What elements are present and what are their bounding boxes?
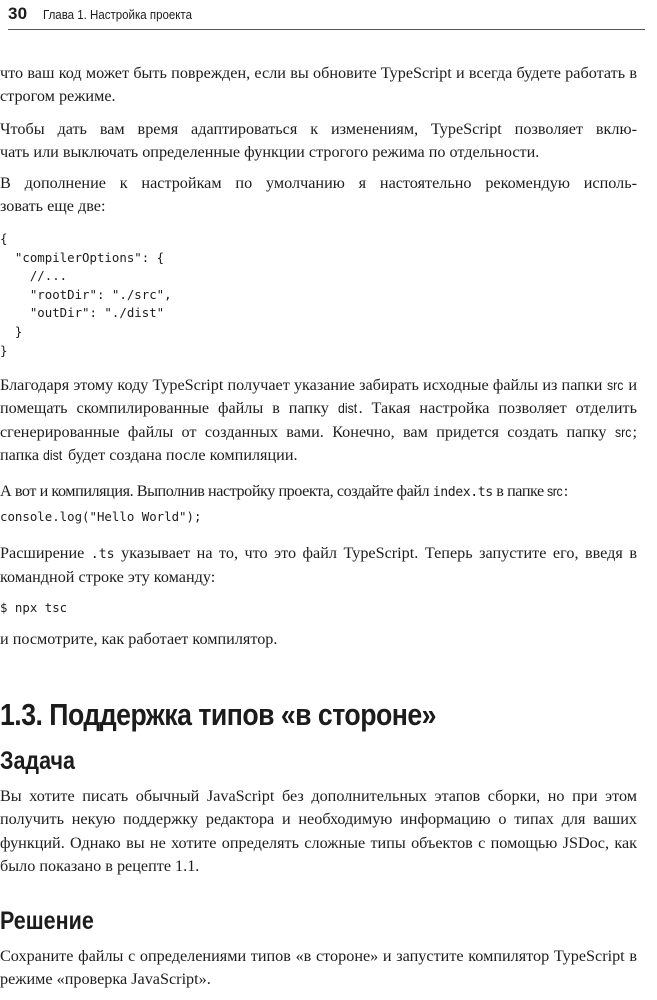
folder-name: src <box>606 377 623 393</box>
code-block-tsconfig: { "compilerOptions": { //... "rootDir": "./src", "outDir": "./dist" } } <box>0 231 172 358</box>
chapter-title: Глава 1. Настройка проекта <box>43 8 193 22</box>
text-run: : <box>563 482 568 500</box>
inline-code-extension: .ts <box>90 547 115 562</box>
text-run: А вот и компиляция. Выполнив настройку проекта, создайте файл <box>0 482 433 500</box>
paragraph-continuation: что ваш код может быть поврежден, если вы обновите TypeScript и всегда будете работать в строгом режиме. <box>0 64 637 106</box>
task-heading: Задача <box>0 747 75 775</box>
text-run: и помещать скомпилированные файлы в папку <box>0 376 638 418</box>
solution-heading: Решение <box>0 907 94 935</box>
paragraph-line: В дополнение к настройкам по умолчанию я настоятельно рекомендую исполь- <box>0 174 637 192</box>
paragraph-line: Чтобы дать вам время адаптироваться к изменениям, TypeScript позволяет вклю- <box>0 120 637 138</box>
paragraph-rootdir-explanation <box>0 374 637 467</box>
code-block-npx-tsc: $ npx tsc <box>0 600 68 615</box>
folder-name: src <box>547 483 563 499</box>
folder-name: src <box>614 423 632 440</box>
text-run: ; папка <box>0 422 637 464</box>
paragraph-compile <box>0 480 637 504</box>
text-run: в папке <box>492 482 548 500</box>
folder-name: dist <box>337 400 357 417</box>
paragraph-line: чать или выключать определенные функции строгого режима по отдельности. <box>0 143 540 162</box>
page-number: 30 <box>8 4 28 23</box>
text-run: Благодаря этому коду TypeScript получает указание забирать исходные файлы из папки <box>0 376 607 394</box>
paragraph-strict-mode <box>0 118 637 165</box>
text-run: будет создана после компиляции. <box>63 445 298 464</box>
paragraph-compiler-works: и посмотрите, как работает компилятор. <box>0 630 278 648</box>
section-heading: 1.3. Поддержка типов «в стороне» <box>0 697 436 732</box>
paragraph-line: зовать еще две: <box>0 197 106 216</box>
solution-paragraph: Сохраните файлы с определениями типов «в стороне» и запустите компилятор TypeScript в режиме «проверка JavaScript». <box>0 947 637 989</box>
task-paragraph: Вы хотите писать обычный JavaScript без дополнительных этапов сборки, но при этом получить некую поддержку редактора и необходимую информацию о типах для ваших функций. Однако вы не хотите определять сложные типы объектов с помощью JSDoc, как было показано в рецепте 1.1. <box>0 787 637 875</box>
running-header <box>8 4 645 28</box>
inline-code-filename: index.ts <box>432 485 493 500</box>
text-run: указывает на то, что это файл TypeScript. Теперь запустите его, введя в командной строке эту команду: <box>0 544 637 587</box>
paragraph-recommend <box>0 172 637 219</box>
folder-name: dist <box>43 446 63 463</box>
text-run: . Такая настройка позволяет отделить сгенерированные файлы от созданных вами. Конечно, вам придется создать папку <box>0 399 637 441</box>
header-divider <box>8 29 645 30</box>
code-block-console-log: console.log("Hello World"); <box>0 509 202 524</box>
paragraph-ts-extension <box>0 542 637 590</box>
text-run: Расширение <box>0 544 91 562</box>
